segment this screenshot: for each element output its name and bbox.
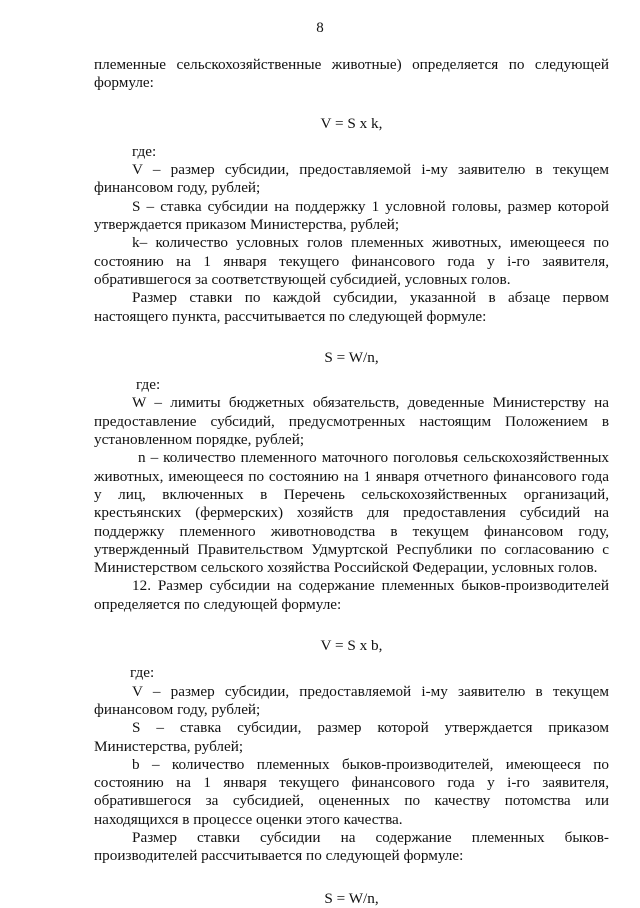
document-body	[94, 56, 609, 908]
where-label: где:	[130, 664, 155, 682]
definition: S – ставка субсидии, размер которой утверждается приказом Министерства, рублей;	[94, 719, 609, 755]
formula: V = S x k,	[320, 114, 383, 132]
formula: V = S x b,	[320, 637, 383, 655]
paragraph: племенные сельскохозяйственные животные) определяется по следующей формуле:	[94, 56, 609, 92]
paragraph: Размер ставки субсидии на содержание племенных быков-производителей рассчитывается по следующей формуле:	[94, 828, 609, 865]
definition: V – размер субсидии, предоставляемой i-му заявителю в текущем финансовом году, рублей;	[94, 682, 609, 718]
definition: k– количество условных голов племенных животных, имеющееся по состоянию на 1 января текущего финансового года у i-го заявителя, обратившегося за соответствующей субсидией, условных голов.	[94, 234, 609, 288]
paragraph: Размер ставки по каждой субсидии, указанной в абзаце первом настоящего пункта, рассчитывается по следующей формуле:	[94, 289, 609, 325]
paragraph: 12. Размер субсидии на содержание племенных быков-производителей определяется по следующей формуле:	[94, 577, 609, 613]
page-number: 8	[316, 20, 324, 36]
where-label: где:	[132, 142, 157, 160]
definition: n – количество племенного маточного поголовья сельскохозяйственных животных, имеющееся по состоянию на 1 января отчетного финансового года у лиц, включенных в Перечень сельскохозяйственных организаций, крестьянских (фермерских) хозяйств для предоставления субсидий на поддержку племенного животноводства в текущем финансовом году, утвержденный Правительством Удмуртской Республики по согласованию с Министерством сельского хозяйства Российской Федерации, условных голов.	[94, 449, 609, 577]
definition: b – количество племенных быков-производителей, имеющееся по состоянию на 1 января текущего финансового года у i-го заявителя, обратившегося за субсидией, оцененных по качеству потомства или находящихся в процессе оценки этого качества.	[94, 755, 609, 828]
definition: W – лимиты бюджетных обязательств, доведенные Министерству на предоставление субсидий, предусмотренных настоящим Положением в установленном порядке, рублей;	[94, 394, 609, 449]
formula: S = W/n,	[324, 889, 379, 907]
definition: S – ставка субсидии на поддержку 1 условной головы, размер которой утверждается приказом Министерства, рублей;	[94, 197, 609, 234]
definition: V – размер субсидии, предоставляемой i-му заявителю в текущем финансовом году, рублей;	[94, 161, 609, 197]
formula: S = W/n,	[324, 348, 379, 366]
where-label: где:	[136, 376, 161, 394]
